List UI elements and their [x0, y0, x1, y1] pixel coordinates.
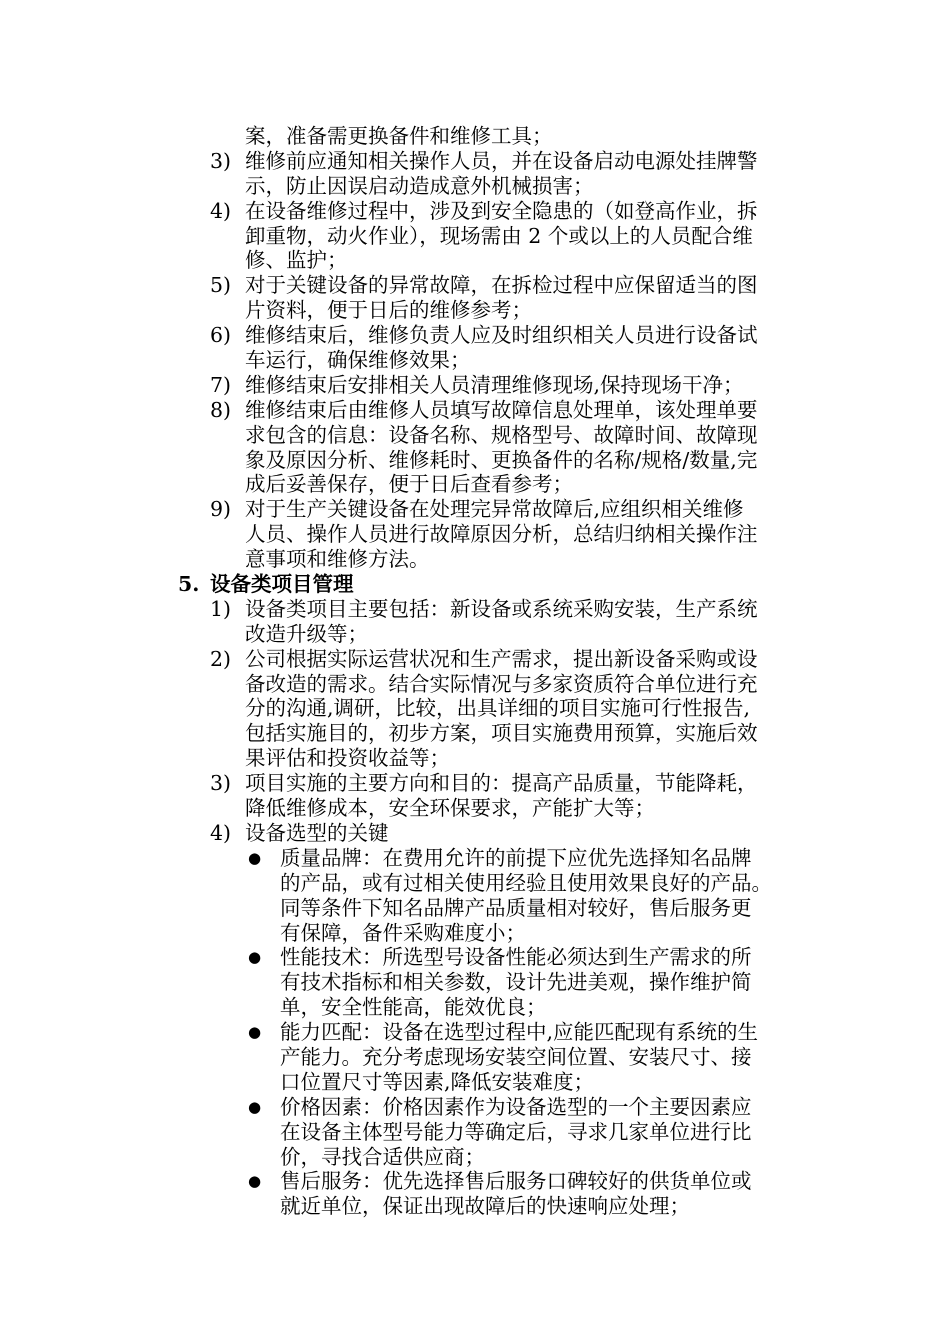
section-number: 5.: [178, 572, 200, 597]
list-item-text: 备改造的需求。结合实际情况与多家资质符合单位进行充: [245, 671, 758, 696]
list-item-line: [0, 174, 950, 199]
list-item: [0, 821, 950, 846]
list-item-line: [0, 423, 950, 448]
list-item-line: [0, 796, 950, 821]
list-item-text: 项目实施的主要方向和目的：提高产品质量，节能降耗，: [245, 771, 758, 796]
list-item-line: [0, 622, 950, 647]
list-item-line: [0, 597, 950, 622]
list-item-text: 修、监护；: [245, 248, 348, 273]
numbered-list-projects: [0, 597, 950, 846]
list-item-line: [0, 497, 950, 522]
list-item-line: [0, 672, 950, 697]
list-item-text: 求包含的信息：设备名称、规格型号、故障时间、故障现: [245, 422, 758, 447]
bullet-icon: ●: [248, 848, 262, 867]
list-item-number: 1): [210, 596, 232, 621]
list-item-text: 设备类项目主要包括：新设备或系统采购安装，生产系统: [245, 596, 758, 621]
bullet-item-text: 产能力。充分考虑现场安装空间位置、安装尺寸、接: [280, 1044, 752, 1069]
section-heading: [0, 572, 950, 597]
list-item-line: [0, 273, 950, 298]
list-item-line: [0, 398, 950, 423]
list-item-line: [0, 647, 950, 672]
bullet-item-text: 有保障，备件采购难度小；: [280, 920, 526, 945]
bullet-item: [0, 1095, 950, 1170]
list-item-line: [0, 373, 950, 398]
list-item-number: 4): [210, 198, 232, 223]
list-item-text: 在设备维修过程中，涉及到安全隐患的（如登高作业，拆: [245, 198, 758, 223]
list-item: [0, 373, 950, 398]
bullet-item-line: [0, 995, 950, 1020]
bullet-item-text: 性能技术：所选型号设备性能必须达到生产需求的所: [280, 945, 752, 970]
list-item-text: 维修结束后由维修人员填写故障信息处理单，该处理单要: [245, 397, 758, 422]
list-item-line: [0, 298, 950, 323]
document-body: [0, 124, 950, 1219]
list-item-line: [0, 248, 950, 273]
bullet-list-selection: [0, 846, 950, 1219]
list-item: [0, 199, 950, 274]
list-item: [0, 771, 950, 821]
list-item-text: 果评估和投资收益等；: [245, 746, 450, 771]
list-item-line: [0, 323, 950, 348]
list-item: [0, 323, 950, 373]
list-item-line: [0, 472, 950, 497]
bullet-item: [0, 1169, 950, 1219]
list-item-text: 片资料，便于日后的维修参考；: [245, 298, 532, 323]
list-item-text: 示，防止因误启动造成意外机械损害；: [245, 173, 594, 198]
list-item-line: [0, 149, 950, 174]
list-item-text: 对于生产关键设备在处理完异常故障后,应组织相关维修: [245, 497, 744, 522]
bullet-item-line: [0, 1169, 950, 1194]
list-item-line: [0, 721, 950, 746]
bullet-item-text: 售后服务：优先选择售后服务口碑较好的供货单位或: [280, 1169, 752, 1194]
list-item-text: 分的沟通,调研，比较，出具详细的项目实施可行性报告,: [245, 696, 751, 721]
continuation-text: 案，准备需更换备件和维修工具；: [245, 124, 553, 148]
list-item-number: 3): [210, 771, 232, 796]
list-item-number: 4): [210, 820, 232, 845]
list-item-line: [0, 522, 950, 547]
list-item-number: 3): [210, 148, 232, 173]
list-item: [0, 597, 950, 647]
bullet-icon: ●: [248, 1023, 262, 1042]
bullet-item-line: [0, 921, 950, 946]
bullet-item-line: [0, 1120, 950, 1145]
list-item: [0, 398, 950, 498]
list-item-text: 卸重物，动火作业），现场需由 2 个或以上的人员配合维: [245, 223, 753, 248]
bullet-item-line: [0, 1020, 950, 1045]
bullet-item: [0, 846, 950, 946]
list-item-text: 维修前应通知相关操作人员，并在设备启动电源处挂牌警: [245, 148, 758, 173]
list-item-line: [0, 199, 950, 224]
list-item-text: 象及原因分析、维修耗时、更换备件的名称/规格/数量,完: [245, 447, 758, 472]
list-item: [0, 647, 950, 771]
list-item-number: 5): [210, 273, 232, 298]
list-item-text: 维修结束后，维修负责人应及时组织相关人员进行设备试: [245, 323, 758, 348]
bullet-icon: ●: [248, 948, 262, 967]
list-item-line: [0, 771, 950, 796]
bullet-item: [0, 945, 950, 1020]
bullet-item-text: 单，安全性能高，能效优良；: [280, 995, 547, 1020]
list-item: [0, 497, 950, 572]
list-item-number: 7): [210, 372, 232, 397]
list-item-text: 意事项和维修方法。: [245, 547, 430, 572]
list-item-line: [0, 224, 950, 249]
bullet-item-line: [0, 1045, 950, 1070]
bullet-item-line: [0, 1070, 950, 1095]
list-item-text: 改造升级等；: [245, 621, 368, 646]
numbered-list-maintenance: [0, 149, 950, 572]
bullet-item-line: [0, 945, 950, 970]
bullet-item-text: 同等条件下知名品牌产品质量相对较好，售后服务更: [280, 895, 752, 920]
bullet-icon: ●: [248, 1172, 262, 1191]
bullet-item-line: [0, 846, 950, 871]
list-item-number: 9): [210, 497, 232, 522]
bullet-item-line: [0, 896, 950, 921]
list-item-text: 车运行，确保维修效果；: [245, 348, 471, 373]
bullet-item-text: 价，寻找合适供应商；: [280, 1144, 485, 1169]
list-item-text: 人员、操作人员进行故障原因分析，总结归纳相关操作注: [245, 522, 758, 547]
list-item-text: 公司根据实际运营状况和生产需求，提出新设备采购或设: [245, 646, 758, 671]
bullet-item-line: [0, 1194, 950, 1219]
bullet-item-text: 有技术指标和相关参数，设计先进美观，操作维护简: [280, 970, 752, 995]
list-item-line: [0, 448, 950, 473]
list-item-line: [0, 696, 950, 721]
list-item-line: [0, 547, 950, 572]
list-item-number: 6): [210, 323, 232, 348]
bullet-item-text: 在设备主体型号能力等确定后，寻求几家单位进行比: [280, 1119, 752, 1144]
list-item-text: 维修结束后安排相关人员清理维修现场,保持现场干净；: [245, 372, 744, 397]
list-item: [0, 149, 950, 199]
bullet-item: [0, 1020, 950, 1095]
bullet-item-line: [0, 871, 950, 896]
bullet-item-line: [0, 970, 950, 995]
bullet-item-text: 能力匹配：设备在选型过程中,应能匹配现有系统的生: [280, 1020, 759, 1045]
bullet-item-text: 的产品，或有过相关使用经验且使用效果良好的产品。: [280, 870, 772, 895]
list-item-text: 降低维修成本，安全环保要求，产能扩大等；: [245, 796, 655, 821]
list-item-line: [0, 821, 950, 846]
bullet-item-text: 口位置尺寸等因素,降低安装难度；: [280, 1069, 595, 1094]
list-item-number: 2): [210, 646, 232, 671]
section-title: 设备类项目管理: [210, 572, 354, 597]
continuation-line: [0, 124, 950, 149]
list-item-line: [0, 348, 950, 373]
list-item: [0, 273, 950, 323]
list-item-line: [0, 746, 950, 771]
bullet-item-text: 价格因素：价格因素作为设备选型的一个主要因素应: [280, 1094, 752, 1119]
list-item-text: 包括实施目的，初步方案，项目实施费用预算，实施后效: [245, 721, 758, 746]
list-item-text: 成后妥善保存，便于日后查看参考；: [245, 472, 573, 497]
bullet-icon: ●: [248, 1097, 262, 1116]
bullet-item-line: [0, 1095, 950, 1120]
bullet-item-text: 就近单位，保证出现故障后的快速响应处理；: [280, 1194, 690, 1219]
bullet-item-text: 质量品牌：在费用允许的前提下应优先选择知名品牌: [280, 845, 752, 870]
list-item-number: 8): [210, 397, 232, 422]
list-item-text: 设备选型的关键: [245, 820, 389, 845]
bullet-item-line: [0, 1145, 950, 1170]
list-item-text: 对于关键设备的异常故障，在拆检过程中应保留适当的图: [245, 273, 758, 298]
